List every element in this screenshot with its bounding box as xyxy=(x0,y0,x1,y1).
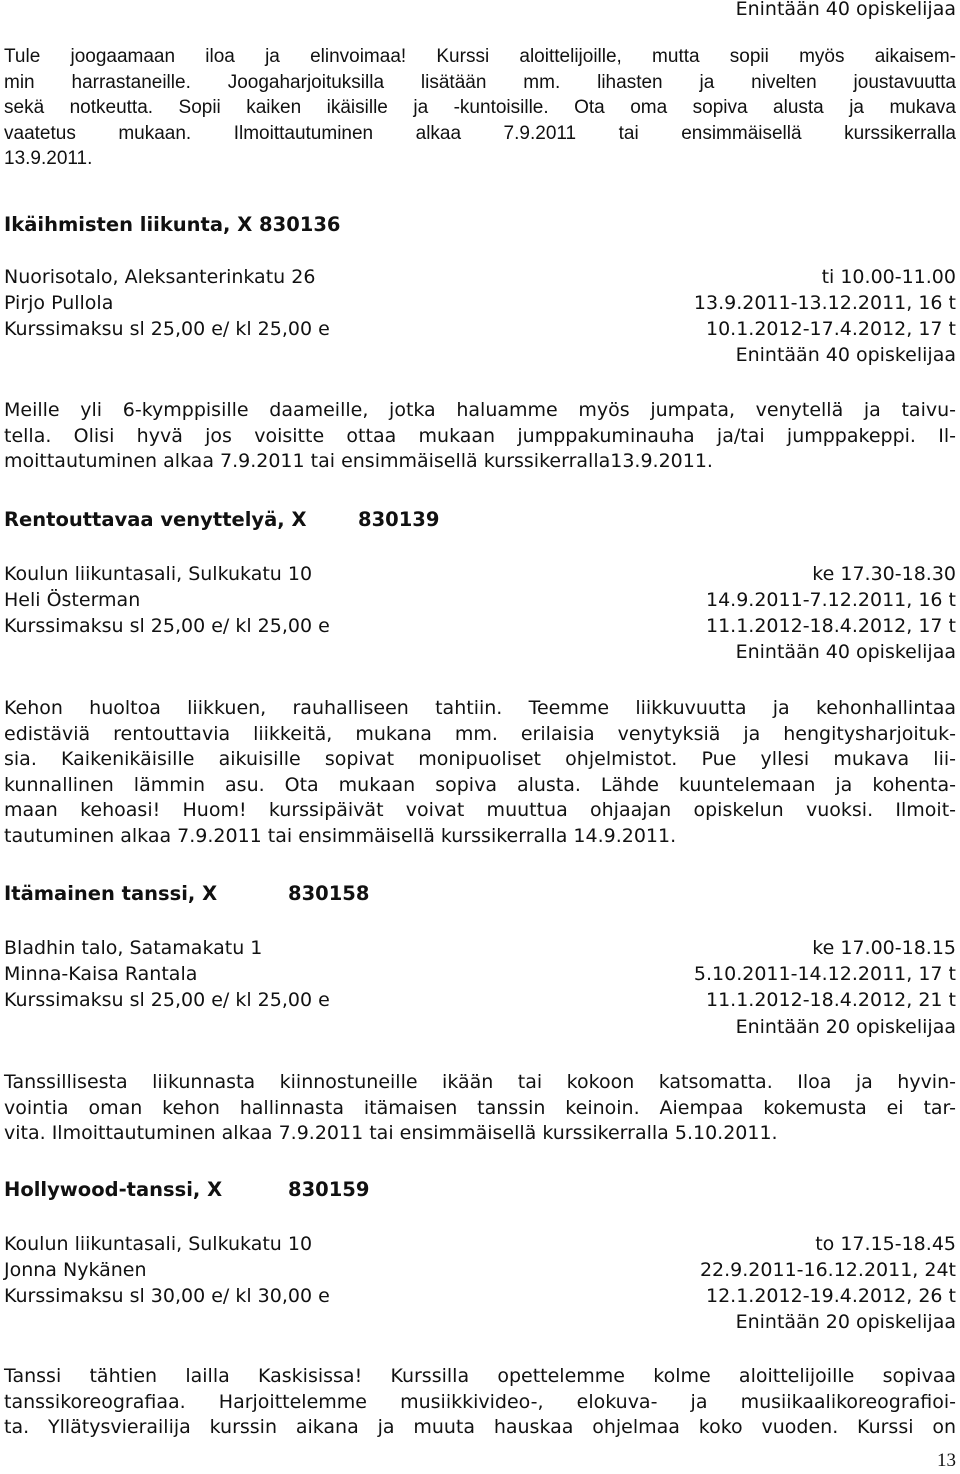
course-fee: Kurssimaksu sl 25,00 e/ kl 25,00 e xyxy=(4,615,330,637)
course-time: ti 10.00-11.00 xyxy=(821,266,956,288)
description-line: Meille yli 6-kymppisille daameille, jotka haluamme myös jumpata, venytellä ja taivu- xyxy=(4,399,956,421)
course-description xyxy=(4,1364,956,1441)
course-description xyxy=(4,1070,956,1147)
course-teacher: Pirjo Pullola xyxy=(4,292,114,314)
description-line: kunnallinen lämmin asu. Ota mukaan sopiva alusta. Lähde kuuntelemaan ja kohenta- xyxy=(4,773,956,796)
course-title-text: Hollywood-tanssi, X xyxy=(4,1178,223,1201)
course-description xyxy=(4,398,956,475)
description-line: ta. Yllätysvierailija kurssin aikana ja muuta hauskaa ohjelmaa koko vuoden. Kurssi on xyxy=(4,1416,956,1438)
course-title-text: Itämainen tanssi, X xyxy=(4,882,218,905)
course-autumn-dates: 13.9.2011-13.12.2011, 16 t xyxy=(693,292,956,314)
intro-paragraph xyxy=(4,44,956,172)
course-code: 830139 xyxy=(358,508,440,531)
top-participant-limit: Enintään 40 opiskelijaa xyxy=(735,0,956,20)
course-place: Koulun liikuntasali, Sulkukatu 10 xyxy=(4,563,313,585)
course-fee: Kurssimaksu sl 30,00 e/ kl 30,00 e xyxy=(4,1285,330,1307)
description-line: maan kehoasi! Huom! kurssipäivät voivat muuttua ohjaajan opiskelun vuoksi. Ilmoit- xyxy=(4,799,956,821)
course-fee: Kurssimaksu sl 25,00 e/ kl 25,00 e xyxy=(4,318,330,340)
course-time: ke 17.30-18.30 xyxy=(812,563,956,585)
course-description xyxy=(4,696,956,849)
intro-line: sekä notkeutta. Sopii kaiken ikäisille ja -kuntoisille. Ota oma sopiva alusta ja mukava xyxy=(4,97,956,118)
course-teacher: Jonna Nykänen xyxy=(4,1259,147,1281)
course-title-text: Ikäihmisten liikunta, X 830136 xyxy=(4,213,341,236)
course-time: ke 17.00-18.15 xyxy=(812,937,956,959)
description-line: vointia oman kehon hallinnasta itämaisen tanssin keinoin. Aiempaa kokemusta ei tar- xyxy=(4,1096,956,1119)
course-title xyxy=(4,1177,464,1203)
course-limit: Enintään 40 opiskelijaa xyxy=(735,641,956,663)
course-title xyxy=(4,881,464,907)
course-spring-dates: 10.1.2012-17.4.2012, 17 t xyxy=(706,318,956,340)
course-autumn-dates: 22.9.2011-16.12.2011, 24t xyxy=(699,1259,956,1281)
description-line: vita. Ilmoittautuminen alkaa 7.9.2011 tai ensimmäisellä kurssikerralla 5.10.2011. xyxy=(4,1122,778,1144)
description-line: Tanssi tähtien lailla Kaskisissa! Kurssilla opettelemme kolme aloittelijoille sopivaa xyxy=(4,1365,956,1387)
description-line: Kehon huoltoa liikkuen, rauhalliseen tahtiin. Teemme liikkuvuutta ja kehonhallintaa xyxy=(4,697,956,719)
course-limit: Enintään 40 opiskelijaa xyxy=(735,344,956,366)
course-title xyxy=(4,507,464,533)
course-fee: Kurssimaksu sl 25,00 e/ kl 25,00 e xyxy=(4,989,330,1011)
description-line: tanssikoreografiaa. Harjoittelemme musiikkivideo-, elokuva- ja musiikaalikoreografioi- xyxy=(4,1390,956,1413)
description-line: tautuminen alkaa 7.9.2011 tai ensimmäisellä kurssikerralla 14.9.2011. xyxy=(4,824,677,847)
course-spring-dates: 11.1.2012-18.4.2012, 17 t xyxy=(706,615,956,637)
description-line: tella. Olisi hyvä jos voisitte ottaa mukaan jumppakuminauha ja/tai jumppakeppi. Il- xyxy=(4,424,956,447)
page-number: 13 xyxy=(937,1450,956,1471)
course-spring-dates: 12.1.2012-19.4.2012, 26 t xyxy=(706,1285,956,1307)
description-line: sia. Kaikenikäisille aikuisille sopivat monipuoliset ohjelmistot. Pue yllesi mukava lii- xyxy=(4,748,956,770)
course-code: 830159 xyxy=(288,1178,370,1201)
course-place: Nuorisotalo, Aleksanterinkatu 26 xyxy=(4,266,316,288)
course-spring-dates: 11.1.2012-18.4.2012, 21 t xyxy=(706,989,956,1011)
intro-line: 13.9.2011. xyxy=(4,148,93,169)
course-place: Bladhin talo, Satamakatu 1 xyxy=(4,937,263,959)
intro-line: Tule joogaamaan iloa ja elinvoimaa! Kurssi aloittelijoille, mutta sopii myös aikaisem- xyxy=(4,46,956,67)
course-teacher: Heli Österman xyxy=(4,589,141,611)
course-autumn-dates: 14.9.2011-7.12.2011, 16 t xyxy=(706,589,956,611)
description-line: Tanssillisesta liikunnasta kiinnostuneille ikään tai kokoon katsomatta. Iloa ja hyvin- xyxy=(4,1071,956,1093)
description-line: moittautuminen alkaa 7.9.2011 tai ensimmäisellä kurssikerralla13.9.2011. xyxy=(4,450,713,472)
course-place: Koulun liikuntasali, Sulkukatu 10 xyxy=(4,1233,313,1255)
intro-line: min harrastaneille. Joogaharjoituksilla lisätään mm. lihasten ja nivelten joustavuutta xyxy=(4,71,956,93)
course-limit: Enintään 20 opiskelijaa xyxy=(735,1311,956,1333)
course-teacher: Minna-Kaisa Rantala xyxy=(4,963,198,985)
course-autumn-dates: 5.10.2011-14.12.2011, 17 t xyxy=(693,963,956,985)
course-limit: Enintään 20 opiskelijaa xyxy=(735,1016,956,1038)
intro-line: vaatetus mukaan. Ilmoittautuminen alkaa 7.9.2011 tai ensimmäisellä kurssikerralla xyxy=(4,122,956,144)
description-line: edistäviä rentouttavia liikkeitä, mukana mm. erilaisia venytyksiä ja hengitysharjoituk- xyxy=(4,722,956,745)
course-time: to 17.15-18.45 xyxy=(815,1233,956,1255)
course-code: 830158 xyxy=(288,882,370,905)
course-title-text: Rentouttavaa venyttelyä, X xyxy=(4,508,307,531)
course-title xyxy=(4,212,340,238)
